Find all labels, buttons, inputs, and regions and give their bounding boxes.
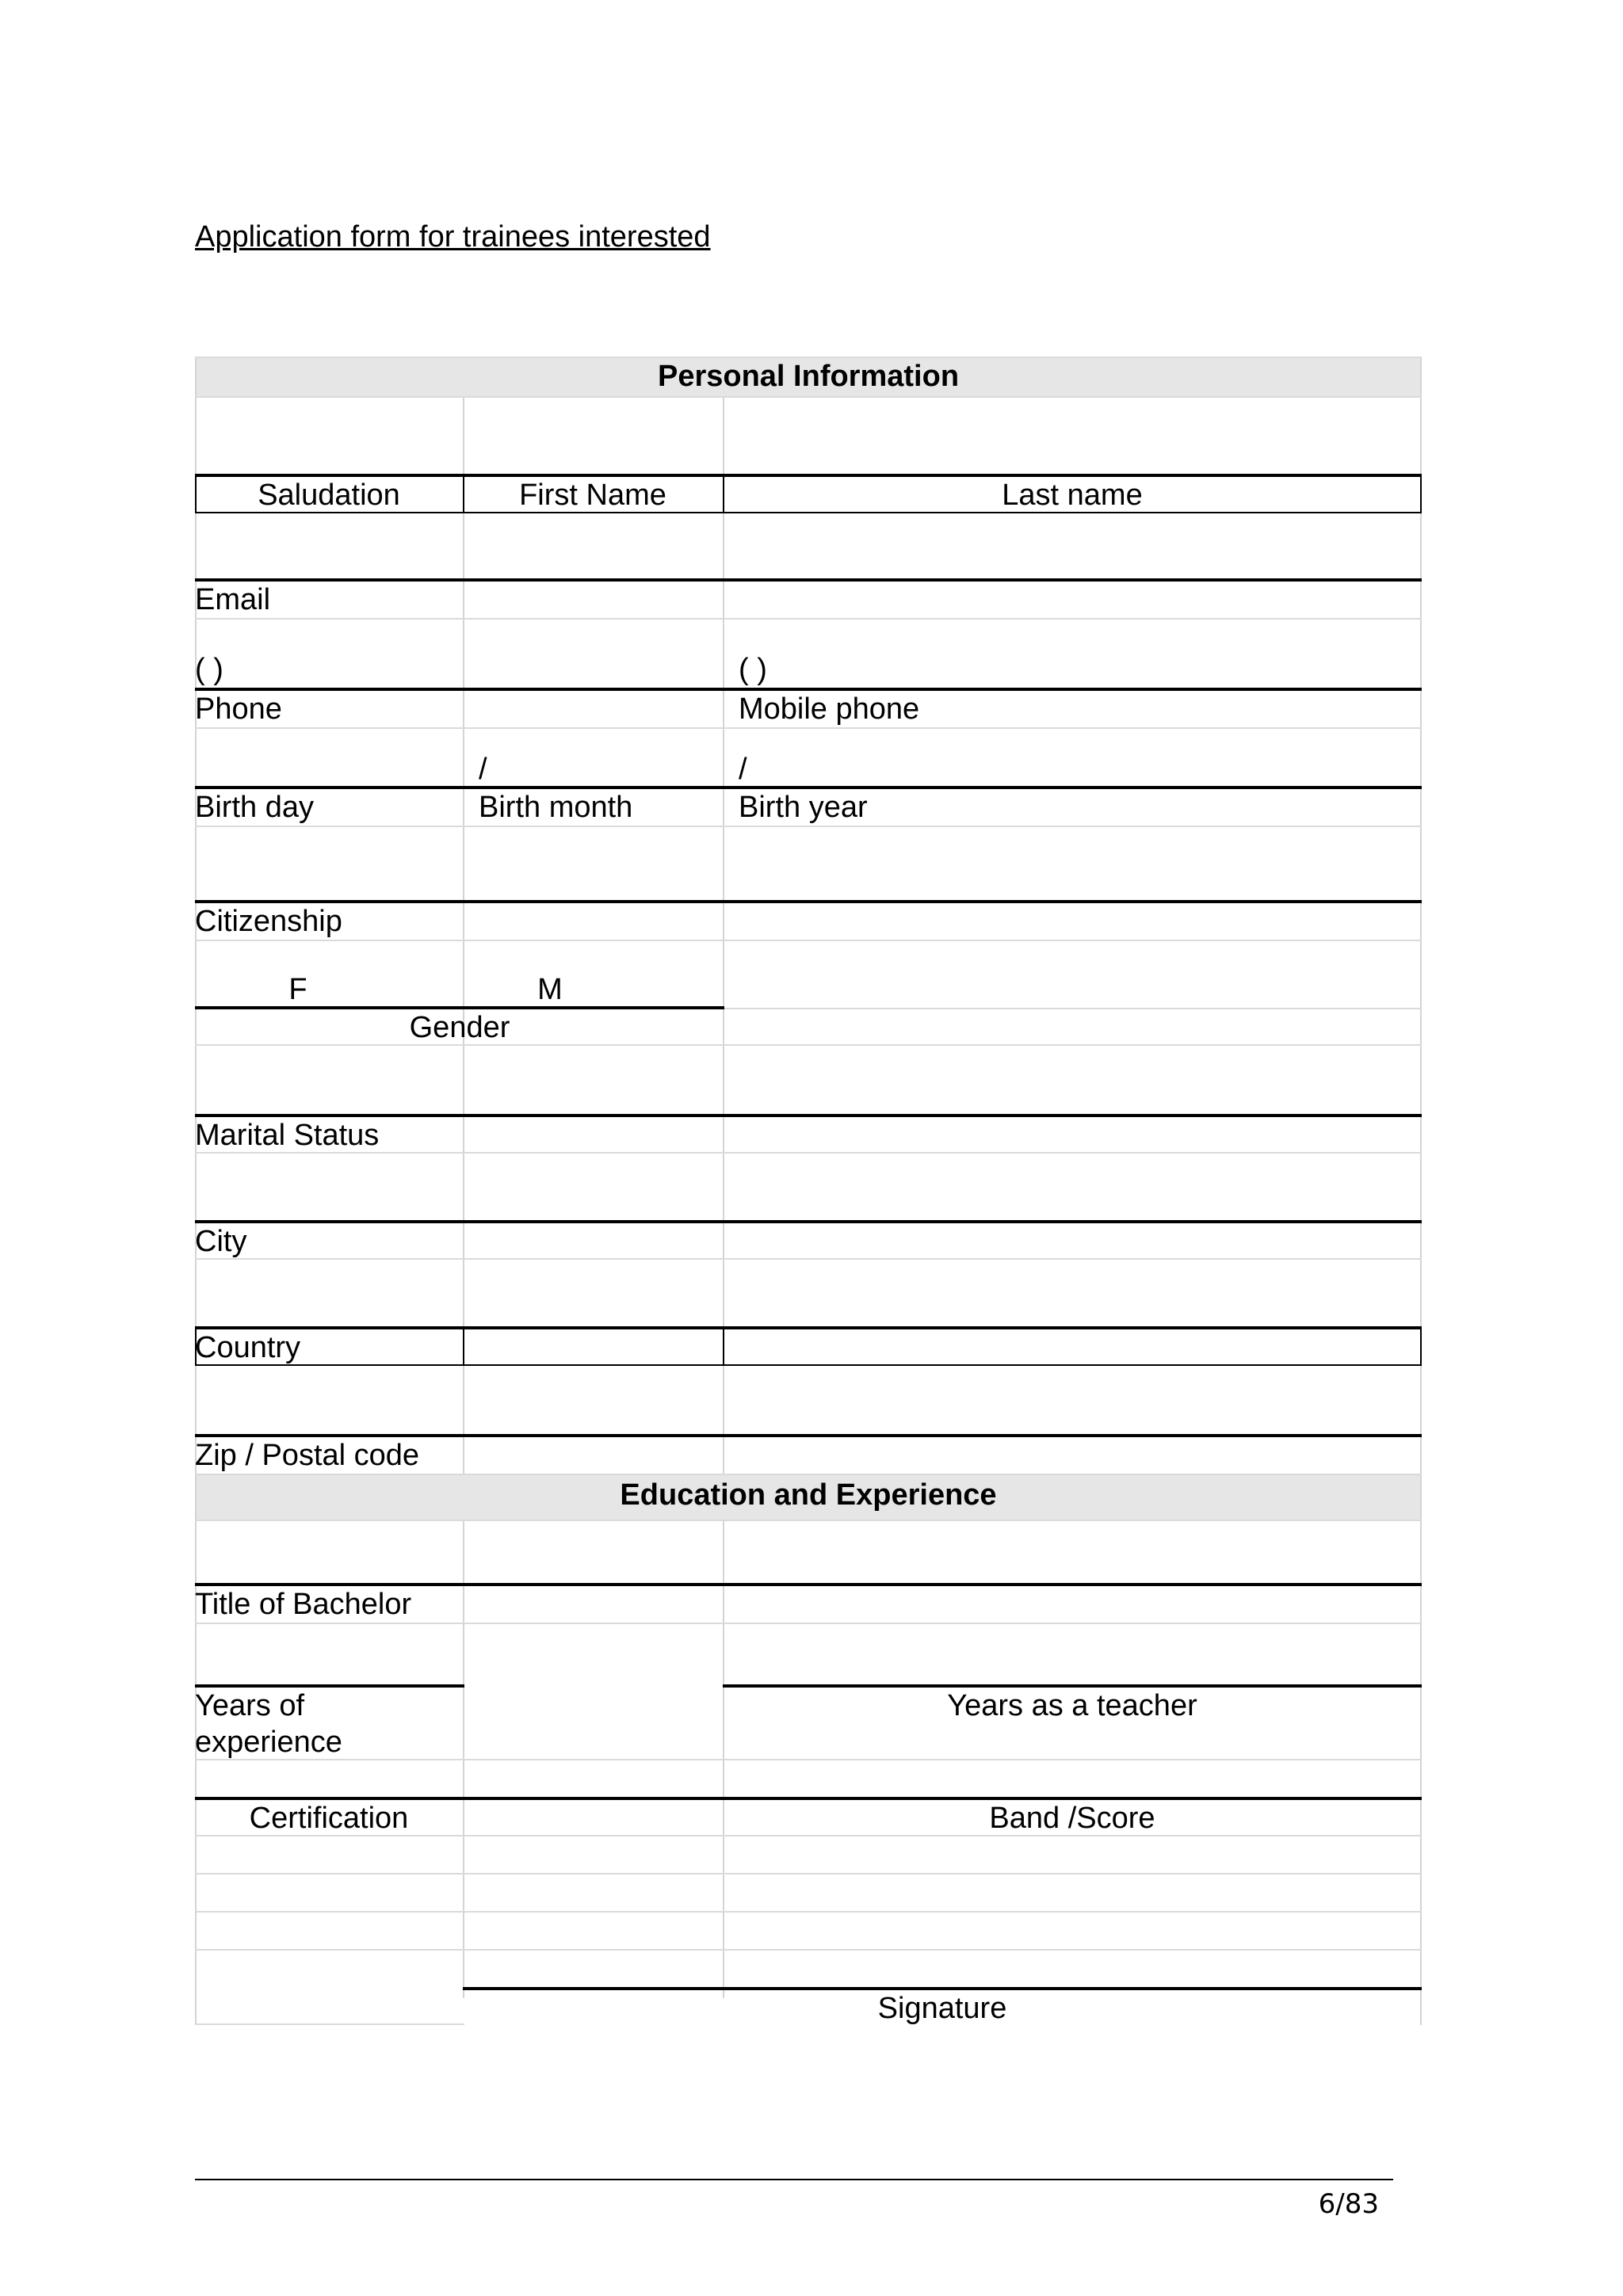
box-border	[463, 1326, 464, 1366]
grid-row-line	[195, 396, 1422, 398]
zip-label: Zip / Postal code	[195, 1439, 420, 1472]
section-heading-education: Education and Experience	[620, 1478, 997, 1512]
phone-area-code: ( )	[195, 653, 223, 686]
gender-option-f: F	[288, 973, 307, 1006]
gender-option-m: M	[537, 973, 563, 1006]
certification-label: Certification	[249, 1802, 409, 1835]
years-experience-label: Years of experience	[195, 1689, 342, 1759]
box-border	[1420, 1326, 1422, 1366]
grid-right-border	[1420, 357, 1422, 2025]
grid-row-line	[195, 1474, 1422, 1475]
email-label: Email	[195, 583, 271, 616]
country-label: Country	[195, 1331, 301, 1364]
birth-year-label: Birth year	[739, 791, 868, 824]
date-separator: /	[479, 753, 487, 786]
field-rule-email	[195, 578, 1422, 582]
city-label: City	[195, 1225, 247, 1258]
grid-row-line	[195, 2023, 464, 2025]
grid-row-line	[195, 940, 1422, 941]
grid-row-line	[195, 1873, 1422, 1875]
birth-month-label: Birth month	[479, 791, 633, 824]
page-title: Application form for trainees interested	[195, 220, 711, 254]
footer-rule	[195, 2179, 1393, 2180]
date-separator: /	[739, 753, 747, 786]
page-number: 6/83	[1318, 2188, 1379, 2220]
grid-row-line	[195, 727, 1422, 729]
field-rule-citizenship	[195, 900, 1422, 903]
section-heading-personal: Personal Information	[657, 360, 960, 393]
application-form-grid	[195, 357, 1422, 2025]
grid-row-line	[195, 1258, 1422, 1260]
grid-row-line	[195, 826, 1422, 827]
column-divider-2	[723, 396, 724, 1474]
bachelor-title-label: Title of Bachelor	[195, 1588, 412, 1621]
first-name-label: First Name	[519, 479, 666, 512]
grid-row-line	[195, 1949, 1422, 1951]
grid-row-line	[195, 1911, 1422, 1913]
citizenship-label: Citizenship	[195, 905, 342, 938]
marital-status-label: Marital Status	[195, 1119, 380, 1152]
mobile-area-code: ( )	[739, 653, 767, 686]
grid-row-line	[195, 1520, 1422, 1521]
field-rule-city	[195, 1220, 1422, 1223]
field-rule-country	[195, 1326, 1422, 1329]
phone-label: Phone	[195, 692, 282, 726]
column-divider-1	[463, 396, 464, 1474]
years-teacher-label: Years as a teacher	[947, 1689, 1197, 1722]
grid-row-line	[195, 618, 1422, 620]
birth-day-label: Birth day	[195, 791, 314, 824]
box-border	[723, 1326, 724, 1366]
grid-row-line	[195, 1623, 1422, 1624]
field-rule-country-bottom	[195, 1364, 1422, 1366]
band-score-label: Band /Score	[989, 1802, 1155, 1835]
signature-label: Signature	[877, 1992, 1007, 2025]
mobile-phone-label: Mobile phone	[739, 692, 920, 726]
last-name-label: Last name	[1002, 479, 1143, 512]
salutation-label: Saludation	[258, 479, 400, 512]
gender-label: Gender	[409, 1011, 510, 1044]
